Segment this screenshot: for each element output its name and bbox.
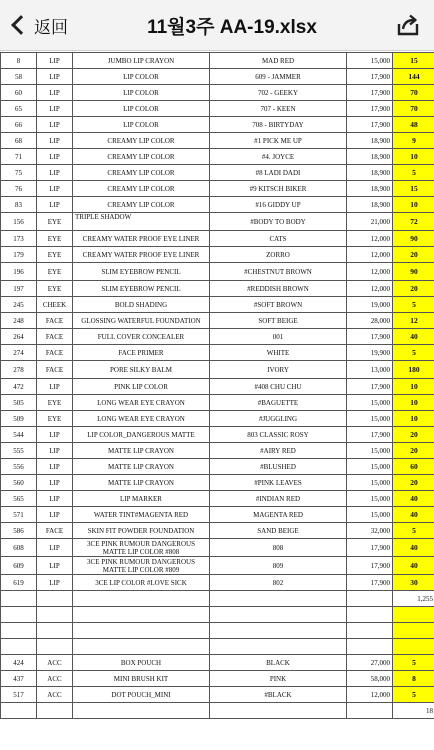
empty-row — [1, 639, 434, 655]
table-row — [1, 85, 434, 101]
cell-product[interactable]: PORE SILKY BALM — [73, 361, 210, 379]
cell-price[interactable]: 58,000 — [347, 671, 393, 687]
document-title: 11월3주 AA-19.xlsx — [147, 17, 317, 38]
table-row — [1, 671, 434, 687]
cell-shade[interactable]: MAGENTA RED — [210, 507, 347, 523]
table-row — [1, 53, 434, 69]
cell-item-no[interactable]: 571 — [1, 507, 37, 523]
cell-shade[interactable]: #BAGUETTE — [210, 395, 347, 411]
cell-shade[interactable]: #408 CHU CHU — [210, 379, 347, 395]
cell-product[interactable]: CREAMY LIP COLOR — [73, 197, 210, 213]
cell-item-no[interactable]: 555 — [1, 443, 37, 459]
cell-item-no[interactable]: 608 — [1, 539, 37, 557]
cell-category[interactable]: LIP — [37, 85, 73, 101]
cell-price[interactable]: 18,900 — [347, 197, 393, 213]
cell-shade[interactable]: 609 - JAMMER — [210, 69, 347, 85]
cell-category[interactable]: EYE — [37, 281, 73, 297]
cell-category[interactable]: LIP — [37, 475, 73, 491]
cell-shade[interactable]: #PINK LEAVES — [210, 475, 347, 491]
table-row — [1, 557, 434, 575]
cell-price[interactable]: 12,000 — [347, 263, 393, 281]
cell-quantity[interactable]: 10 — [393, 197, 434, 213]
cell-price[interactable]: 17,900 — [347, 117, 393, 133]
empty-cell[interactable] — [1, 623, 37, 639]
cell-price[interactable]: 15,000 — [347, 395, 393, 411]
cell-item-no[interactable]: 619 — [1, 575, 37, 591]
spreadsheet-view[interactable] — [0, 52, 434, 750]
cell-category[interactable]: LIP — [37, 575, 73, 591]
cell-shade[interactable]: 707 - KEEN — [210, 101, 347, 117]
empty-cell[interactable] — [37, 591, 73, 607]
cell-item-no[interactable]: 274 — [1, 345, 37, 361]
empty-cell[interactable] — [393, 639, 434, 655]
cell-quantity[interactable]: 90 — [393, 263, 434, 281]
table-row — [1, 133, 434, 149]
cell-item-no[interactable]: 472 — [1, 379, 37, 395]
cell-quantity[interactable]: 10 — [393, 149, 434, 165]
cell-product[interactable]: PINK LIP COLOR — [73, 379, 210, 395]
cell-shade[interactable]: 802 — [210, 575, 347, 591]
table-row — [1, 281, 434, 297]
empty-cell[interactable] — [73, 607, 210, 623]
empty-cell[interactable] — [1, 591, 37, 607]
cell-item-no[interactable]: 509 — [1, 411, 37, 427]
empty-cell[interactable] — [347, 591, 393, 607]
table-row — [1, 491, 434, 507]
table-row — [1, 459, 434, 475]
cell-product[interactable]: CREAMY LIP COLOR — [73, 181, 210, 197]
navigation-bar — [0, 0, 434, 51]
table-row — [1, 427, 434, 443]
cell-quantity[interactable]: 40 — [393, 507, 434, 523]
cell-quantity[interactable]: 10 — [393, 411, 434, 427]
cell-shade[interactable]: SAND BEIGE — [210, 523, 347, 539]
cell-quantity[interactable]: 40 — [393, 329, 434, 345]
table-row — [1, 687, 434, 703]
cell-category[interactable]: EYE — [37, 247, 73, 263]
empty-cell[interactable] — [1, 607, 37, 623]
cell-shade[interactable]: #1 PICK ME UP — [210, 133, 347, 149]
cell-total-quantity[interactable]: 1,255 — [393, 591, 434, 607]
cell-price[interactable]: 15,000 — [347, 411, 393, 427]
cell-category[interactable]: LIP — [37, 459, 73, 475]
cell-product[interactable]: MATTE LIP CRAYON — [73, 475, 210, 491]
cell-item-no[interactable]: 424 — [1, 655, 37, 671]
cell-shade[interactable]: BLACK — [210, 655, 347, 671]
cell-item-no[interactable]: 505 — [1, 395, 37, 411]
cell-product[interactable]: CREAMY LIP COLOR — [73, 149, 210, 165]
cell-shade[interactable]: 708 - BIRTYDAY — [210, 117, 347, 133]
cell-quantity[interactable]: 20 — [393, 443, 434, 459]
cell-item-no[interactable]: 264 — [1, 329, 37, 345]
cell-quantity[interactable]: 15 — [393, 181, 434, 197]
cell-category[interactable]: LIP — [37, 443, 73, 459]
table-row — [1, 655, 434, 671]
cell-product[interactable]: LIP COLOR_DANGEROUS MATTE — [73, 427, 210, 443]
cell-category[interactable]: ACC — [37, 671, 73, 687]
empty-cell[interactable] — [73, 623, 210, 639]
cell-shade[interactable]: 803 CLASSIC ROSY — [210, 427, 347, 443]
empty-cell[interactable] — [393, 607, 434, 623]
cell-shade[interactable]: #BLUSHED — [210, 459, 347, 475]
cell-price[interactable]: 17,900 — [347, 69, 393, 85]
cell-quantity[interactable]: 70 — [393, 101, 434, 117]
cell-category[interactable]: FACE — [37, 361, 73, 379]
cell-category[interactable]: LIP — [37, 539, 73, 557]
cell-product[interactable]: SLIM EYEBROW PENCIL — [73, 281, 210, 297]
cell-category[interactable]: LIP — [37, 491, 73, 507]
cell-category[interactable]: LIP — [37, 101, 73, 117]
table-row — [1, 345, 434, 361]
cell-category[interactable]: EYE — [37, 231, 73, 247]
cell-category[interactable]: FACE — [37, 345, 73, 361]
cell-price[interactable]: 17,900 — [347, 575, 393, 591]
cell-quantity[interactable]: 30 — [393, 575, 434, 591]
cell-price[interactable]: 15,000 — [347, 459, 393, 475]
cell-shade[interactable]: WHITE — [210, 345, 347, 361]
cell-shade[interactable]: 809 — [210, 557, 347, 575]
cell-product[interactable]: 3CE PINK RUMOUR DANGEROUS MATTE LIP COLOR #808 — [73, 539, 210, 557]
cell-shade[interactable]: #SOFT BROWN — [210, 297, 347, 313]
table-row — [1, 101, 434, 117]
table-row — [1, 69, 434, 85]
cell-item-no[interactable]: 437 — [1, 671, 37, 687]
cell-category[interactable]: LIP — [37, 165, 73, 181]
table-row — [1, 539, 434, 557]
cell-quantity[interactable]: 72 — [393, 213, 434, 231]
cell-category[interactable]: CHEEK — [37, 297, 73, 313]
table-row — [1, 523, 434, 539]
cell-category[interactable]: LIP — [37, 557, 73, 575]
cell-product[interactable]: BOLD SHADING — [73, 297, 210, 313]
cell-shade[interactable]: #INDIAN RED — [210, 491, 347, 507]
cell-price[interactable]: 27,000 — [347, 655, 393, 671]
cell-item-no[interactable]: 71 — [1, 149, 37, 165]
cell-price[interactable]: 17,900 — [347, 539, 393, 557]
cell-quantity[interactable]: 5 — [393, 687, 434, 703]
table-row — [1, 165, 434, 181]
empty-cell[interactable] — [73, 703, 210, 719]
share-icon[interactable] — [396, 13, 420, 37]
cell-price[interactable]: 17,900 — [347, 427, 393, 443]
cell-item-no[interactable]: 248 — [1, 313, 37, 329]
cell-item-no[interactable]: 609 — [1, 557, 37, 575]
cell-category[interactable]: LIP — [37, 507, 73, 523]
cell-category[interactable]: FACE — [37, 313, 73, 329]
cell-shade[interactable]: #9 KITSCH BIKER — [210, 181, 347, 197]
cell-product[interactable]: SKIN FIT POWDER FOUNDATION — [73, 523, 210, 539]
cell-quantity[interactable]: 10 — [393, 395, 434, 411]
table-row — [1, 395, 434, 411]
cell-category[interactable]: LIP — [37, 53, 73, 69]
cell-shade[interactable]: MAD RED — [210, 53, 347, 69]
cell-product[interactable]: WATER TINT#MAGENTA RED — [73, 507, 210, 523]
cell-category[interactable]: EYE — [37, 411, 73, 427]
cell-quantity[interactable]: 10 — [393, 379, 434, 395]
cell-price[interactable]: 21,000 — [347, 213, 393, 231]
cell-product[interactable]: LONG WEAR EYE CRAYON — [73, 395, 210, 411]
cell-category[interactable]: FACE — [37, 329, 73, 345]
empty-row — [1, 623, 434, 639]
cell-item-no[interactable]: 60 — [1, 85, 37, 101]
cell-item-no[interactable]: 83 — [1, 197, 37, 213]
cell-product[interactable]: LIP COLOR — [73, 69, 210, 85]
empty-cell[interactable] — [1, 703, 37, 719]
cell-product[interactable]: CREAMY WATER PROOF EYE LINER — [73, 231, 210, 247]
empty-cell[interactable] — [210, 591, 347, 607]
cell-shade[interactable]: CATS — [210, 231, 347, 247]
cell-category[interactable]: EYE — [37, 395, 73, 411]
cell-category[interactable]: LIP — [37, 149, 73, 165]
order-rows — [1, 53, 434, 719]
cell-product[interactable]: FULL COVER CONCEALER — [73, 329, 210, 345]
cell-item-no[interactable]: 586 — [1, 523, 37, 539]
table-row — [1, 329, 434, 345]
cell-quantity[interactable]: 5 — [393, 297, 434, 313]
cell-item-no[interactable]: 65 — [1, 101, 37, 117]
table-row — [1, 247, 434, 263]
cell-shade[interactable]: 808 — [210, 539, 347, 557]
cell-product[interactable]: CREAMY LIP COLOR — [73, 165, 210, 181]
cell-price[interactable]: 28,000 — [347, 313, 393, 329]
empty-cell[interactable] — [73, 591, 210, 607]
cell-price[interactable]: 17,900 — [347, 379, 393, 395]
cell-product[interactable]: LIP MARKER — [73, 491, 210, 507]
empty-cell[interactable] — [210, 639, 347, 655]
table-row — [1, 379, 434, 395]
cell-category[interactable]: LIP — [37, 197, 73, 213]
cell-product[interactable]: 3CE PINK RUMOUR DANGEROUS MATTE LIP COLOR #809 — [73, 557, 210, 575]
empty-cell[interactable] — [210, 703, 347, 719]
cell-product[interactable]: DOT POUCH_MINI — [73, 687, 210, 703]
empty-cell[interactable] — [37, 607, 73, 623]
cell-quantity[interactable]: 60 — [393, 459, 434, 475]
table-row — [1, 263, 434, 281]
cell-price[interactable]: 18,900 — [347, 181, 393, 197]
cell-quantity[interactable]: 70 — [393, 85, 434, 101]
cell-quantity[interactable]: 180 — [393, 361, 434, 379]
cell-category[interactable]: LIP — [37, 117, 73, 133]
cell-product[interactable]: BOX POUCH — [73, 655, 210, 671]
cell-category[interactable]: EYE — [37, 213, 73, 231]
table-row — [1, 313, 434, 329]
empty-cell[interactable] — [210, 607, 347, 623]
cell-item-no[interactable]: 173 — [1, 231, 37, 247]
cell-item-no[interactable]: 66 — [1, 117, 37, 133]
cell-shade[interactable]: SOFT BEIGE — [210, 313, 347, 329]
cell-shade[interactable]: #BLACK — [210, 687, 347, 703]
cell-item-no[interactable]: 560 — [1, 475, 37, 491]
cell-quantity[interactable]: 15 — [393, 53, 434, 69]
cell-shade[interactable]: #8 LADI DADI — [210, 165, 347, 181]
cell-product[interactable]: LIP COLOR — [73, 85, 210, 101]
empty-cell[interactable] — [73, 639, 210, 655]
cell-category[interactable]: ACC — [37, 687, 73, 703]
cell-shade[interactable]: ZORRO — [210, 247, 347, 263]
cell-price[interactable]: 17,900 — [347, 557, 393, 575]
cell-item-no[interactable]: 278 — [1, 361, 37, 379]
cell-product[interactable]: GLOSSING WATERFUL FOUNDATION — [73, 313, 210, 329]
cell-product[interactable]: LIP COLOR — [73, 117, 210, 133]
cell-price[interactable]: 15,000 — [347, 443, 393, 459]
cell-quantity[interactable]: 8 — [393, 671, 434, 687]
table-row — [1, 231, 434, 247]
cell-item-no[interactable]: 556 — [1, 459, 37, 475]
cell-item-no[interactable]: 156 — [1, 213, 37, 231]
cell-quantity[interactable]: 5 — [393, 345, 434, 361]
cell-product[interactable]: MATTE LIP CRAYON — [73, 443, 210, 459]
cell-product[interactable]: SLIM EYEBROW PENCIL — [73, 263, 210, 281]
cell-price[interactable]: 13,000 — [347, 361, 393, 379]
cell-quantity[interactable]: 5 — [393, 523, 434, 539]
cell-shade[interactable]: #4. JOYCE — [210, 149, 347, 165]
cell-product[interactable]: LIP COLOR — [73, 101, 210, 117]
empty-cell[interactable] — [37, 623, 73, 639]
empty-row — [1, 607, 434, 623]
cell-price[interactable]: 32,000 — [347, 523, 393, 539]
table-row — [1, 149, 434, 165]
cell-category[interactable]: LIP — [37, 379, 73, 395]
cell-shade[interactable]: PINK — [210, 671, 347, 687]
cell-category[interactable]: FACE — [37, 523, 73, 539]
cell-category[interactable]: ACC — [37, 655, 73, 671]
cell-product[interactable]: 3CE LIP COLOR #LOVE SICK — [73, 575, 210, 591]
cell-quantity[interactable]: 5 — [393, 165, 434, 181]
table-row — [1, 507, 434, 523]
cell-quantity[interactable]: 90 — [393, 231, 434, 247]
empty-cell[interactable] — [347, 623, 393, 639]
cell-item-no[interactable]: 197 — [1, 281, 37, 297]
cell-item-no[interactable]: 565 — [1, 491, 37, 507]
cell-shade[interactable]: 702 - GEEKY — [210, 85, 347, 101]
cell-price[interactable]: 19,900 — [347, 345, 393, 361]
cell-price[interactable]: 17,900 — [347, 85, 393, 101]
back-button[interactable] — [10, 12, 68, 38]
cell-item-no[interactable]: 76 — [1, 181, 37, 197]
cell-price[interactable]: 15,000 — [347, 475, 393, 491]
cell-price[interactable]: 15,000 — [347, 53, 393, 69]
total-row — [1, 703, 434, 719]
empty-cell[interactable] — [347, 703, 393, 719]
cell-quantity[interactable]: 144 — [393, 69, 434, 85]
cell-shade[interactable]: #JUGGLING — [210, 411, 347, 427]
cell-price[interactable]: 12,000 — [347, 281, 393, 297]
empty-cell[interactable] — [1, 639, 37, 655]
cell-shade[interactable]: #REDDISH BROWN — [210, 281, 347, 297]
cell-shade[interactable]: 001 — [210, 329, 347, 345]
cell-price[interactable]: 18,900 — [347, 149, 393, 165]
table-row — [1, 411, 434, 427]
empty-cell[interactable] — [37, 639, 73, 655]
cell-product[interactable]: JUMBO LIP CRAYON — [73, 53, 210, 69]
cell-price[interactable]: 15,000 — [347, 507, 393, 523]
cell-product[interactable]: MATTE LIP CRAYON — [73, 459, 210, 475]
empty-cell[interactable] — [393, 623, 434, 639]
back-label: 返回 — [34, 17, 68, 37]
cell-category[interactable]: LIP — [37, 181, 73, 197]
empty-cell[interactable] — [210, 623, 347, 639]
cell-item-no[interactable]: 196 — [1, 263, 37, 281]
cell-shade[interactable]: #BODY TO BODY — [210, 213, 347, 231]
cell-quantity[interactable]: 12 — [393, 313, 434, 329]
cell-shade[interactable]: IVORY — [210, 361, 347, 379]
cell-category[interactable]: LIP — [37, 69, 73, 85]
cell-item-no[interactable]: 8 — [1, 53, 37, 69]
cell-shade[interactable]: #CHESTNUT BROWN — [210, 263, 347, 281]
table-row — [1, 443, 434, 459]
empty-cell[interactable] — [347, 607, 393, 623]
cell-price[interactable]: 18,900 — [347, 165, 393, 181]
cell-price[interactable]: 17,900 — [347, 329, 393, 345]
table-row — [1, 297, 434, 313]
cell-price[interactable]: 19,000 — [347, 297, 393, 313]
empty-cell[interactable] — [347, 639, 393, 655]
cell-shade[interactable]: #16 GIDDY UP — [210, 197, 347, 213]
chevron-left-icon — [11, 15, 31, 35]
cell-quantity[interactable]: 20 — [393, 247, 434, 263]
cell-quantity[interactable]: 40 — [393, 491, 434, 507]
table-row — [1, 361, 434, 379]
cell-product[interactable]: LONG WEAR EYE CRAYON — [73, 411, 210, 427]
cell-item-no[interactable]: 517 — [1, 687, 37, 703]
empty-cell[interactable] — [37, 703, 73, 719]
cell-item-no[interactable]: 179 — [1, 247, 37, 263]
table-row — [1, 117, 434, 133]
cell-product[interactable]: CREAMY WATER PROOF EYE LINER — [73, 247, 210, 263]
cell-price[interactable]: 12,000 — [347, 247, 393, 263]
cell-item-no[interactable]: 68 — [1, 133, 37, 149]
cell-quantity[interactable]: 40 — [393, 557, 434, 575]
cell-quantity[interactable]: 20 — [393, 427, 434, 443]
cell-item-no[interactable]: 75 — [1, 165, 37, 181]
total-row — [1, 591, 434, 607]
cell-price[interactable]: 15,000 — [347, 491, 393, 507]
table-row — [1, 181, 434, 197]
cell-quantity[interactable]: 40 — [393, 539, 434, 557]
cell-price[interactable]: 12,000 — [347, 687, 393, 703]
table-row — [1, 213, 434, 231]
order-table — [0, 52, 434, 719]
cell-total-quantity[interactable]: 18 — [393, 703, 434, 719]
cell-item-no[interactable]: 58 — [1, 69, 37, 85]
cell-quantity[interactable]: 20 — [393, 475, 434, 491]
table-row — [1, 475, 434, 491]
cell-item-no[interactable]: 245 — [1, 297, 37, 313]
cell-category[interactable]: LIP — [37, 427, 73, 443]
cell-product[interactable]: TRIPLE SHADOW — [73, 213, 210, 231]
cell-category[interactable]: EYE — [37, 263, 73, 281]
cell-price[interactable]: 12,000 — [347, 231, 393, 247]
cell-shade[interactable]: #AIRY RED — [210, 443, 347, 459]
cell-item-no[interactable]: 544 — [1, 427, 37, 443]
table-row — [1, 197, 434, 213]
table-row — [1, 575, 434, 591]
cell-price[interactable]: 18,900 — [347, 133, 393, 149]
cell-quantity[interactable]: 48 — [393, 117, 434, 133]
cell-quantity[interactable]: 9 — [393, 133, 434, 149]
cell-quantity[interactable]: 20 — [393, 281, 434, 297]
cell-product[interactable]: CREAMY LIP COLOR — [73, 133, 210, 149]
cell-category[interactable]: LIP — [37, 133, 73, 149]
cell-price[interactable]: 17,900 — [347, 101, 393, 117]
cell-product[interactable]: FACE PRIMER — [73, 345, 210, 361]
cell-product[interactable]: MINI BRUSH KIT — [73, 671, 210, 687]
cell-quantity[interactable]: 5 — [393, 655, 434, 671]
